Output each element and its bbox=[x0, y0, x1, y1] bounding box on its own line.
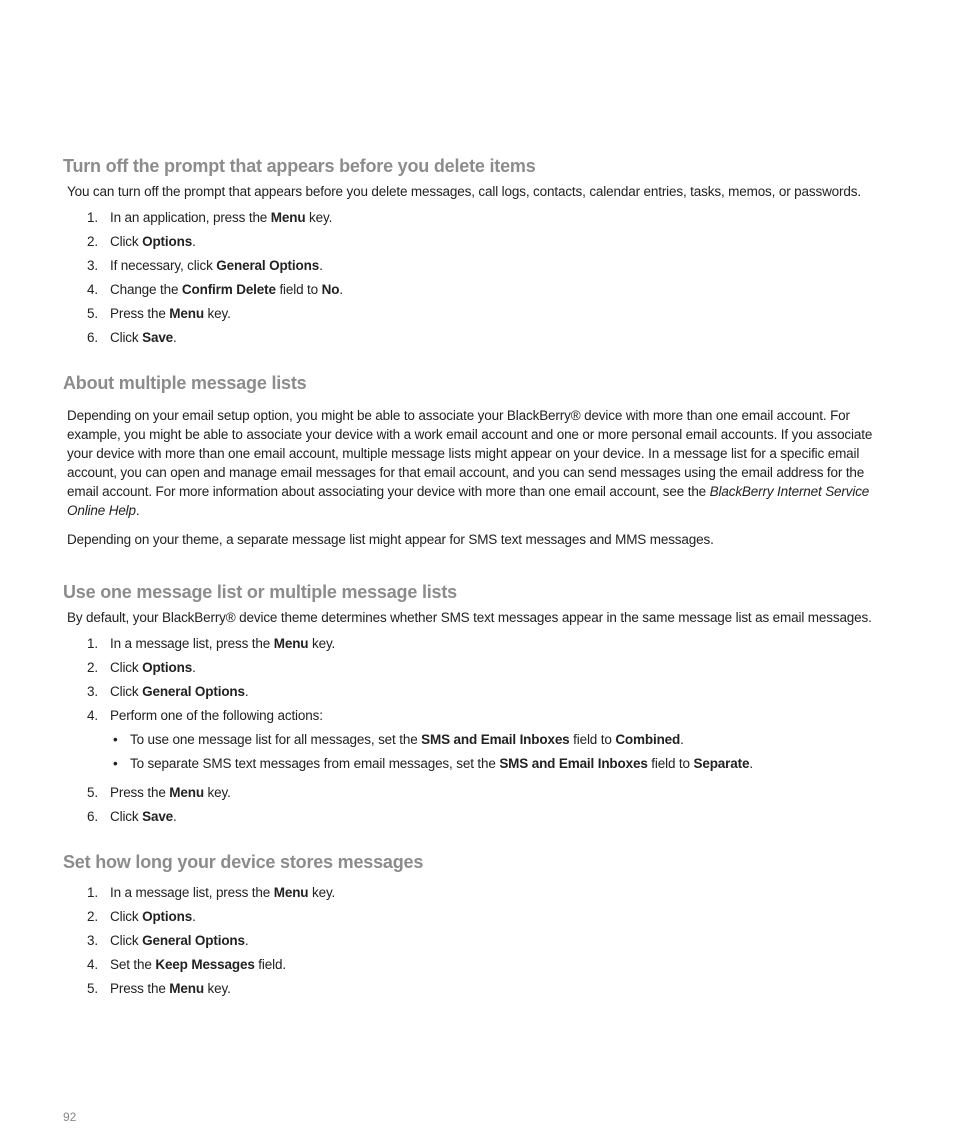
section-about-multiple-lists bbox=[63, 372, 893, 549]
step-item: 6. Click Save. bbox=[87, 809, 177, 824]
step-item: 1. In a message list, press the Menu key. bbox=[87, 885, 336, 900]
section-one-or-multiple-lists bbox=[63, 581, 893, 829]
step-item: 5. Press the Menu key. bbox=[87, 981, 231, 996]
section-heading: Turn off the prompt that appears before you delete items bbox=[63, 156, 536, 176]
section-heading: Use one message list or multiple message lists bbox=[63, 582, 457, 602]
step-item: 1. In a message list, press the Menu key. bbox=[87, 636, 336, 651]
step-item: 4. Change the Confirm Delete field to No. bbox=[87, 282, 343, 297]
section-intro: You can turn off the prompt that appears before you delete messages, call logs, contacts, calendar entries, tasks, memos, or passwords. bbox=[67, 184, 861, 199]
body-paragraph: Depending on your email setup option, you might be able to associate your BlackBerry® device with more than one email account. For example, you might be able to associate your device with a work email account and one or more personal email accounts. If you associate your device with more than one email account, multiple message lists might appear on your device. In a message list for a specific email account, you can open and manage email messages for that email account, and you can send messages using the email address for the email account. For more information about associating your device with more than one email account, see the BlackBerry Internet Service Online Help. bbox=[67, 408, 873, 518]
page-number: 92 bbox=[63, 1110, 77, 1124]
bullet-item: • To use one message list for all messages, set the SMS and Email Inboxes field to Combined. bbox=[113, 732, 684, 747]
step-item: 5. Press the Menu key. bbox=[87, 785, 231, 800]
step-item: 3. Click General Options. bbox=[87, 684, 249, 699]
steps-list bbox=[63, 881, 893, 1001]
step-item: 2. Click Options. bbox=[87, 660, 196, 675]
bullet-list bbox=[63, 728, 893, 776]
step-item: 4. Set the Keep Messages field. bbox=[87, 957, 286, 972]
step-item: 5. Press the Menu key. bbox=[87, 306, 231, 321]
step-item: 3. Click General Options. bbox=[87, 933, 249, 948]
steps-list bbox=[63, 632, 893, 728]
section-heading: Set how long your device stores messages bbox=[63, 852, 424, 872]
body-paragraph: Depending on your theme, a separate message list might appear for SMS text messages and MMS messages. bbox=[67, 532, 714, 547]
bullet-item: • To separate SMS text messages from email messages, set the SMS and Email Inboxes field to Separate. bbox=[113, 756, 753, 771]
section-turn-off-prompt bbox=[63, 155, 893, 350]
step-item: 2. Click Options. bbox=[87, 234, 196, 249]
section-keep-messages bbox=[63, 851, 893, 1001]
section-intro: By default, your BlackBerry® device theme determines whether SMS text messages appear in the same message list as email messages. bbox=[67, 610, 872, 625]
step-item: 3. If necessary, click General Options. bbox=[87, 258, 323, 273]
steps-list bbox=[63, 206, 893, 350]
section-heading: About multiple message lists bbox=[63, 373, 307, 393]
steps-list bbox=[63, 781, 893, 829]
step-item: 4. Perform one of the following actions: bbox=[87, 708, 323, 723]
step-item: 2. Click Options. bbox=[87, 909, 196, 924]
step-item: 6. Click Save. bbox=[87, 330, 177, 345]
step-item: 1. In an application, press the Menu key. bbox=[87, 210, 333, 225]
